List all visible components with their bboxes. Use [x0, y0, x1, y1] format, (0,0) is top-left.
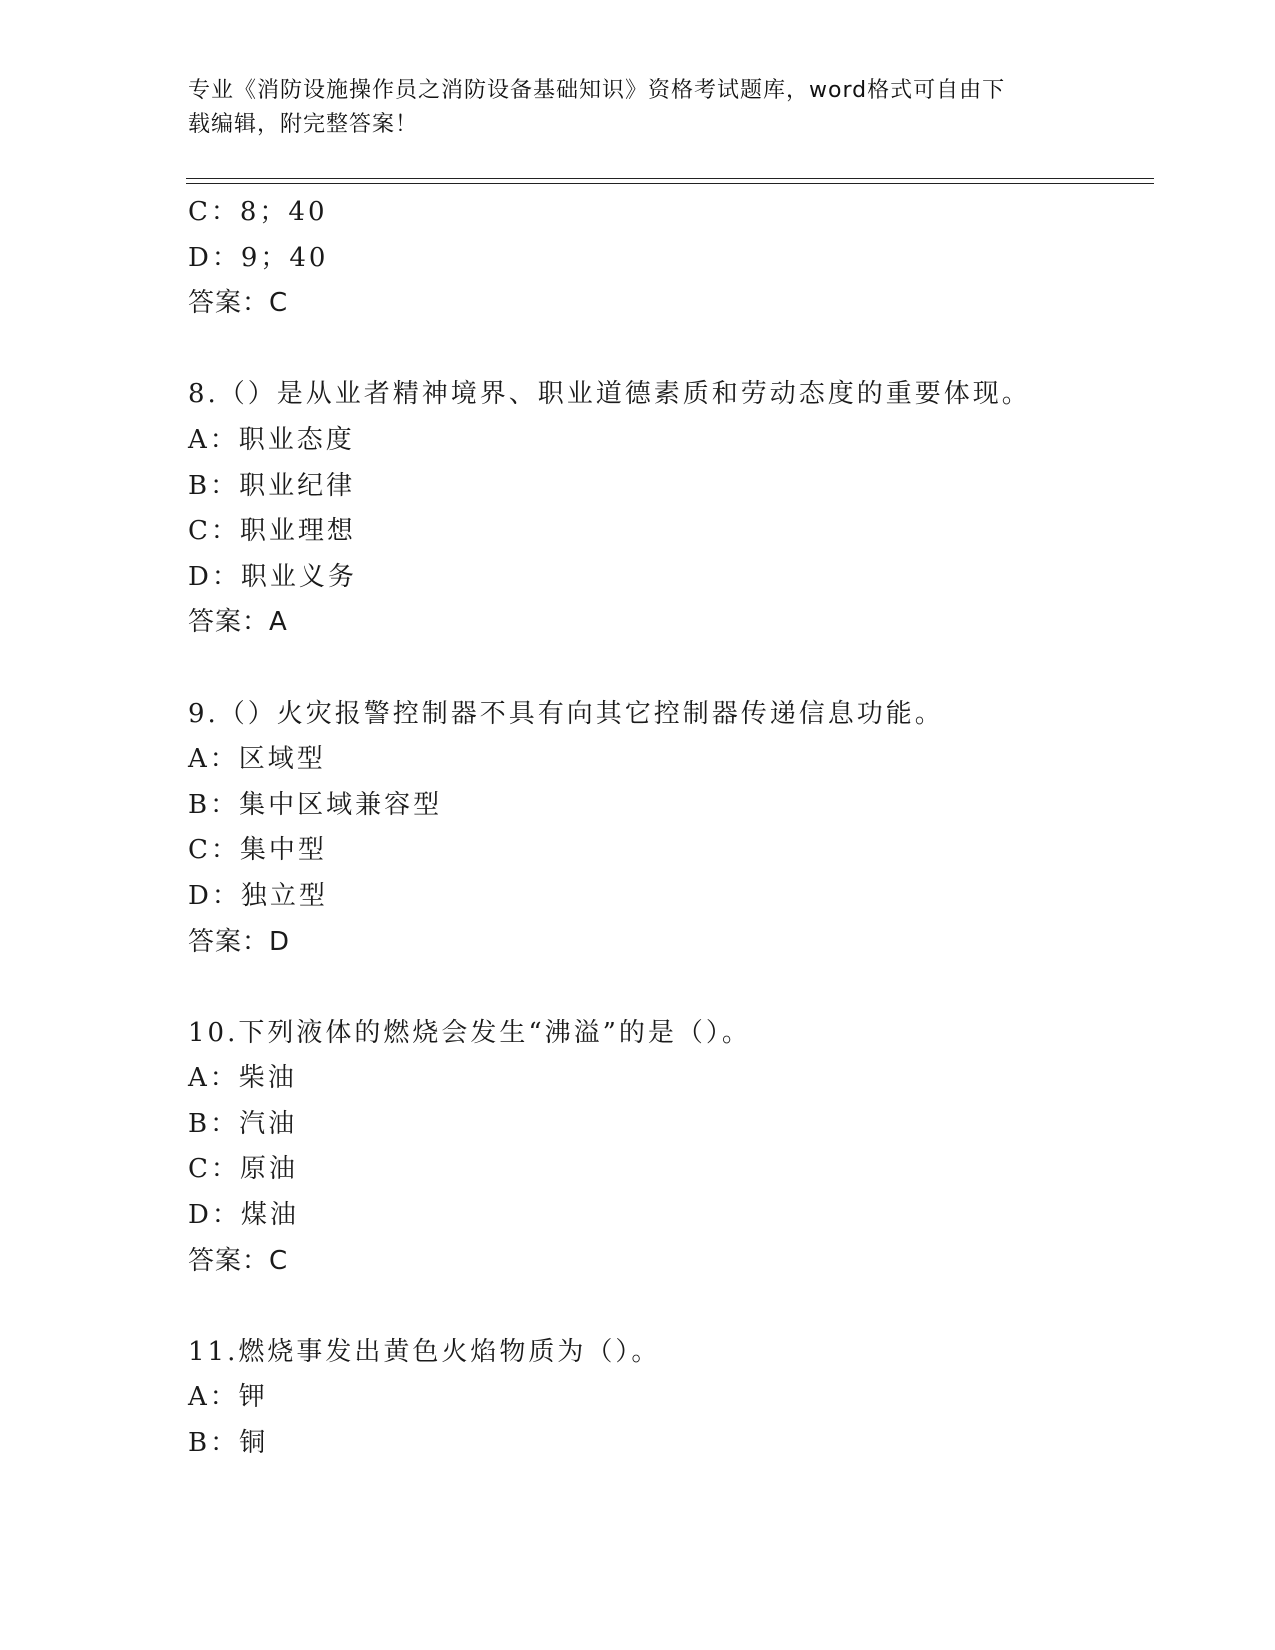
- option-c: C：集中型: [188, 835, 327, 866]
- option-b: B：铜: [188, 1428, 269, 1459]
- spacer: [188, 965, 1148, 1011]
- question-stem: 10.下列液体的燃烧会发生“沸溢”的是（）。: [188, 1017, 751, 1048]
- header-divider-top: [186, 178, 1154, 179]
- question-8: [188, 372, 1148, 646]
- option-d: D：煤油: [188, 1200, 299, 1231]
- option-a: A：职业态度: [188, 424, 355, 455]
- question-7-continued: [188, 190, 1148, 327]
- option-d: D：独立型: [188, 880, 328, 911]
- header-divider-bottom: [186, 183, 1154, 184]
- option-c: C：职业理想: [188, 516, 356, 547]
- spacer: [188, 1284, 1148, 1330]
- question-stem: 11.燃烧事发出黄色火焰物质为（）。: [188, 1336, 661, 1367]
- option-d: D：9；40: [188, 242, 329, 273]
- answer: 答案：C: [188, 288, 289, 319]
- option-b: B：汽油: [188, 1108, 298, 1139]
- question-list: [188, 190, 1148, 1467]
- header-title-line-2: 载编辑，附完整答案！: [188, 112, 419, 137]
- option-b: B：职业纪律: [188, 470, 356, 501]
- document-header: [188, 74, 1088, 142]
- option-a: A：区域型: [188, 744, 326, 775]
- question-10: [188, 1011, 1148, 1285]
- option-c: C：原油: [188, 1154, 298, 1185]
- answer: 答案：D: [188, 926, 291, 957]
- spacer: [188, 646, 1148, 692]
- question-stem: 9.（）火灾报警控制器不具有向其它控制器传递信息功能。: [188, 698, 944, 729]
- question-stem: 8.（）是从业者精神境界、职业道德素质和劳动态度的重要体现。: [188, 379, 1031, 410]
- answer: 答案：A: [188, 607, 288, 638]
- question-11: [188, 1330, 1148, 1467]
- option-a: A：柴油: [188, 1063, 297, 1094]
- answer: 答案：C: [188, 1245, 289, 1276]
- option-a: A：钾: [188, 1382, 268, 1413]
- header-title-line-1: 专业《消防设施操作员之消防设备基础知识》资格考试题库，word格式可自由下: [188, 78, 1006, 103]
- option-c: C：8；40: [188, 197, 328, 227]
- question-9: [188, 692, 1148, 966]
- option-b: B：集中区域兼容型: [188, 789, 443, 820]
- option-d: D：职业义务: [188, 561, 357, 592]
- spacer: [188, 327, 1148, 373]
